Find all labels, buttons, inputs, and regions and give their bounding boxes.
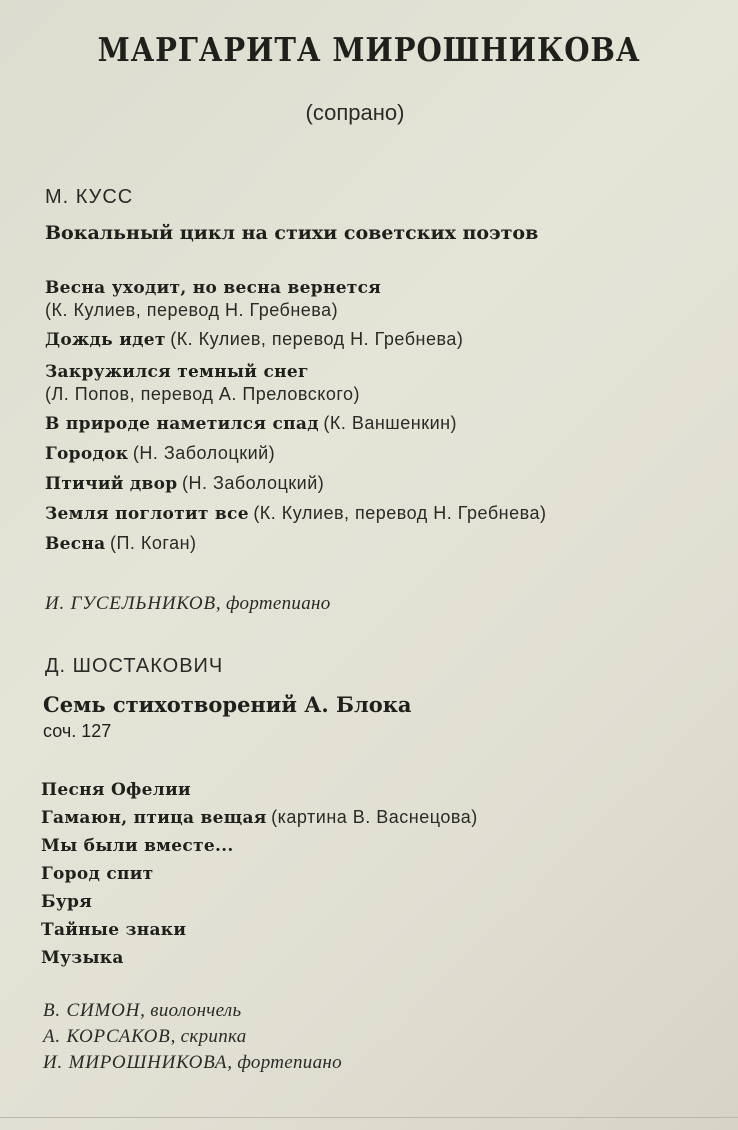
composer-name: Д. ШОСТАКОВИЧ <box>45 655 224 677</box>
song-item <box>45 412 725 442</box>
song-title: Песня Офелии <box>41 780 191 800</box>
composer-shostakovich <box>45 655 725 678</box>
performers-shostakovich <box>43 998 723 1076</box>
performer-role: , фортепиано <box>227 1052 342 1073</box>
song-item <box>41 834 721 862</box>
composer-name: М. КУСС <box>45 186 134 208</box>
composer-kuss <box>45 186 725 209</box>
work-title: Семь стихотворений А. Блока <box>43 692 412 717</box>
song-item <box>45 472 725 502</box>
song-title: Гамаюн, птица вещая <box>41 808 267 828</box>
song-item <box>45 532 725 562</box>
performer-title: МАРГАРИТА МИРОШНИКОВА <box>97 30 641 69</box>
song-item <box>45 502 725 532</box>
performer-role: , фортепиано <box>215 593 331 614</box>
work-title-shostakovich <box>43 692 723 742</box>
song-title: Земля поглотит все <box>45 504 249 524</box>
song-item <box>45 328 725 358</box>
work-title: Вокальный цикл на стихи советских поэтов <box>45 222 539 244</box>
song-item <box>45 442 725 472</box>
song-author: (К. Ваншенкин) <box>323 413 458 433</box>
song-author: (К. Кулиев, перевод Н. Гребнева) <box>253 503 547 523</box>
song-item <box>41 862 721 890</box>
performer-line <box>45 591 725 617</box>
song-title: Музыка <box>41 948 124 968</box>
song-title: Город спит <box>41 864 154 884</box>
performer-role: , виолончель <box>140 1000 242 1021</box>
song-item <box>41 918 721 946</box>
opus-number: соч. 127 <box>43 721 112 741</box>
song-list-shostakovich <box>41 778 721 974</box>
performer-name: А. КОРСАКОВ <box>43 1026 171 1047</box>
performer-name: И. ГУСЕЛЬНИКОВ <box>45 593 216 614</box>
performer-name: В. СИМОН <box>43 1000 141 1021</box>
song-title: Весна уходит, но весна вернется <box>45 278 382 298</box>
song-title: Мы были вместе... <box>41 836 234 856</box>
song-title: Весна <box>45 534 106 554</box>
song-title: Городок <box>45 444 129 464</box>
song-author: (Л. Попов, перевод А. Преловского) <box>45 384 361 404</box>
song-item <box>41 890 721 918</box>
song-title: Тайные знаки <box>41 920 187 940</box>
performer-role: , скрипка <box>170 1026 247 1047</box>
song-title: Закружился темный снег <box>45 362 309 382</box>
song-author: (П. Коган) <box>110 533 197 553</box>
song-list-kuss <box>45 276 725 562</box>
performers-kuss <box>45 591 725 617</box>
work-title-kuss <box>45 222 725 244</box>
song-author: (Н. Заболоцкий) <box>181 473 325 493</box>
song-item <box>45 276 725 326</box>
song-author: (К. Кулиев, перевод Н. Гребнева) <box>45 300 339 320</box>
voice-type: (сопрано) <box>305 100 405 125</box>
performer-name: И. МИРОШНИКОВА <box>43 1052 228 1073</box>
song-item <box>41 778 721 806</box>
song-item <box>41 946 721 974</box>
song-title: Дождь идет <box>45 330 166 350</box>
song-title: Птичий двор <box>45 474 178 494</box>
song-author: (картина В. Васнецова) <box>271 807 478 827</box>
performer-line <box>43 1050 723 1076</box>
song-title: Буря <box>41 892 93 912</box>
song-author: (Н. Заболоцкий) <box>132 443 276 463</box>
song-item <box>45 360 725 410</box>
song-author: (К. Кулиев, перевод Н. Гребнева) <box>170 329 464 349</box>
song-title: В природе наметился спад <box>45 414 319 434</box>
performer-line <box>43 1024 723 1050</box>
page-edge-divider <box>0 1117 738 1118</box>
song-item <box>41 806 721 834</box>
performer-line <box>43 998 723 1024</box>
